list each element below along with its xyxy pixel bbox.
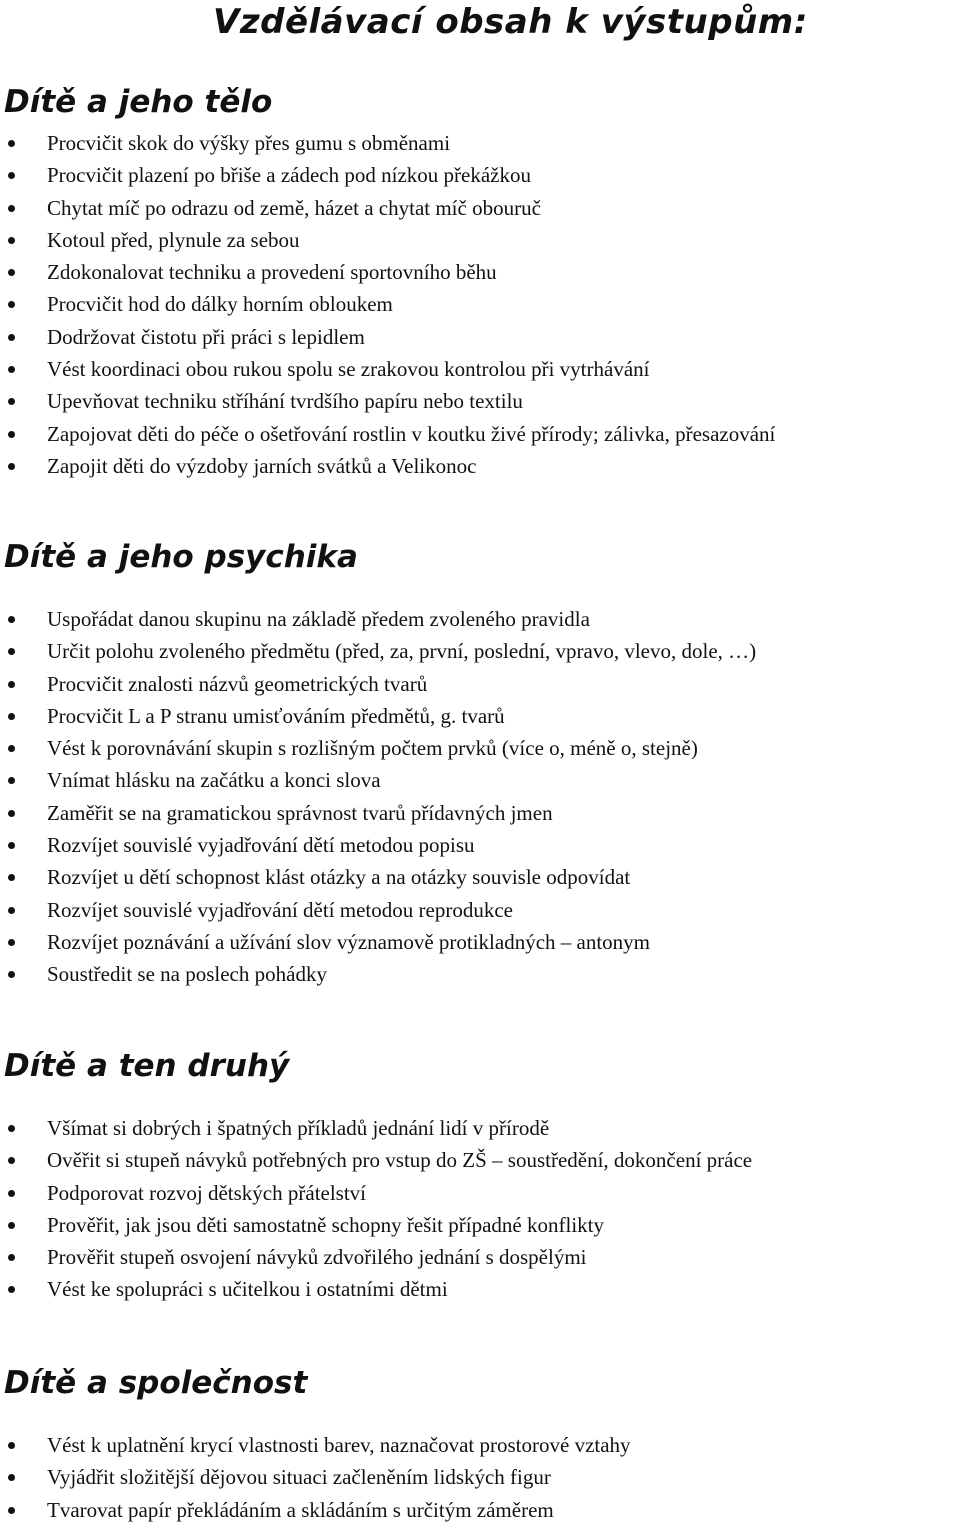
bullet-icon [8,172,15,179]
bullet-icon [8,777,15,784]
list-item [0,1461,960,1493]
list-item-text: Vést k uplatnění krycí vlastnosti barev, naznačovat prostorové vztahy [47,1433,631,1457]
list-item-text: Tvarovat papír překládáním a skládáním s určitým záměrem [47,1497,554,1522]
list-item [0,1241,960,1273]
list-item-text: Zapojovat děti do péče o ošetřování rostlin v koutku živé přírody; zálivka, přesazování [47,421,776,446]
bullet-icon [8,681,15,688]
list-item [0,1273,960,1305]
bullet-icon [8,1286,15,1293]
list-item [0,418,960,450]
section-dite-a-spolecnost [0,1363,960,1526]
bullet-icon [8,463,15,470]
list-item-text: Vést k porovnávání skupin s rozlišným počtem prvků (více o, méně o, stejně) [47,736,698,761]
bullet-icon [8,237,15,244]
list-item [0,829,960,861]
bullet-icon [8,301,15,308]
list-item-text: Uspořádat danou skupinu na základě předem zvoleného pravidla [47,607,590,631]
list-item [0,256,960,288]
bullet-icon [8,1125,15,1132]
list-item [0,321,960,353]
list-item-text: Rozvíjet souvislé vyjadřování dětí metodou popisu [47,833,475,858]
bullet-icon [8,616,15,623]
list-item [0,1429,960,1461]
bullet-icon [8,398,15,405]
list-item [0,224,960,256]
bullet-icon [8,648,15,655]
list-item-text: Chytat míč po odrazu od země, házet a chytat míč obouruč [47,195,541,220]
list-item-text: Rozvíjet poznávání a užívání slov významově protikladných – antonym [47,929,651,954]
bullet-list [0,603,960,991]
list-item-text: Určit polohu zvoleného předmětu (před, za, první, poslední, vpravo, vlevo, dole, …) [47,639,757,664]
list-item-text: Procvičit znalosti názvů geometrických tvarů [47,671,428,696]
list-item-text: Rozvíjet souvislé vyjadřování dětí metodou reprodukce [47,897,513,922]
bullet-icon [8,1157,15,1164]
bullet-list [0,1112,960,1306]
list-item [0,668,960,700]
bullet-icon [8,1474,15,1481]
list-item [0,1494,960,1526]
list-item-text: Podporovat rozvoj dětských přátelství [47,1180,367,1205]
list-item [0,1144,960,1176]
list-item-text: Vést ke spolupráci s učitelkou i ostatními dětmi [47,1277,448,1302]
bullet-icon [8,907,15,914]
list-item-text: Upevňovat techniku stříhání tvrdšího papíru nebo textilu [47,389,523,414]
bullet-icon [8,1442,15,1449]
list-item-text: Procvičit L a P stranu umisťováním předmětů, g. tvarů [47,703,505,728]
section-heading: Dítě a jeho tělo [4,84,273,120]
page-title: Vzdělávací obsah k výstupům: [213,2,808,42]
list-item [0,958,960,990]
list-item [0,127,960,159]
bullet-icon [8,971,15,978]
bullet-icon [8,810,15,817]
list-item-text: Procvičit plazení po břiše a zádech pod nízkou překážkou [47,163,531,188]
bullet-icon [8,1254,15,1261]
list-item [0,1209,960,1241]
bullet-icon [8,431,15,438]
list-item-text: Prověřit, jak jsou děti samostatně schopny řešit případné konflikty [47,1212,604,1237]
bullet-icon [8,205,15,212]
list-item [0,450,960,482]
bullet-icon [8,269,15,276]
bullet-icon [8,366,15,373]
list-item-text: Vést koordinaci obou rukou spolu se zrakovou kontrolou při vytrhávání [47,357,650,382]
list-item [0,385,960,417]
list-item [0,732,960,764]
list-item-text: Procvičit hod do dálky horním obloukem [47,292,393,317]
bullet-list [0,1429,960,1526]
list-item-text: Vnímat hlásku na začátku a konci slova [47,768,381,793]
list-item-text: Vyjádřit složitější dějovou situaci začleněním lidských figur [47,1465,551,1490]
bullet-icon [8,842,15,849]
list-item [0,159,960,191]
list-item [0,353,960,385]
bullet-icon [8,874,15,881]
bullet-icon [8,939,15,946]
section-heading: Dítě a jeho psychika [4,539,358,575]
list-item-text: Soustředit se na poslech pohádky [47,962,327,987]
bullet-icon [8,1507,15,1514]
section-dite-a-ten-druhy [0,1046,960,1306]
list-item [0,1177,960,1209]
list-item-text: Prověřit stupeň osvojení návyků zdvořilého jednání s dospělými [47,1245,587,1270]
list-item [0,894,960,926]
list-item [0,700,960,732]
list-item-text: Kotoul před, plynule za sebou [47,227,300,252]
bullet-icon [8,334,15,341]
bullet-icon [8,1190,15,1197]
list-item-text: Rozvíjet u dětí schopnost klást otázky a na otázky souvisle odpovídat [47,865,631,890]
list-item-text: Ověřit si stupeň návyků potřebných pro vstup do ZŠ – soustředění, dokončení práce [47,1148,753,1173]
list-item [0,797,960,829]
bullet-icon [8,1222,15,1229]
list-item [0,192,960,224]
bullet-list [0,127,960,482]
list-item-text: Procvičit skok do výšky přes gumu s obměnami [47,131,451,155]
list-item [0,861,960,893]
section-dite-a-jeho-psychika [0,537,960,991]
list-item [0,1112,960,1144]
list-item-text: Dodržovat čistotu při práci s lepidlem [47,324,365,349]
section-heading: Dítě a ten druhý [4,1048,290,1084]
list-item [0,603,960,635]
section-dite-a-jeho-telo [0,82,960,482]
list-item [0,635,960,667]
bullet-icon [8,745,15,752]
list-item [0,926,960,958]
list-item [0,288,960,320]
list-item-text: Zapojit děti do výzdoby jarních svátků a Velikonoc [47,453,477,478]
list-item-text: Zaměřit se na gramatickou správnost tvarů přídavných jmen [47,800,553,825]
bullet-icon [8,713,15,720]
list-item [0,764,960,796]
bullet-icon [8,140,15,147]
section-heading: Dítě a společnost [4,1365,308,1401]
list-item-text: Všímat si dobrých i špatných příkladů jednání lidí v přírodě [47,1116,550,1140]
list-item-text: Zdokonalovat techniku a provedení sportovního běhu [47,260,497,285]
